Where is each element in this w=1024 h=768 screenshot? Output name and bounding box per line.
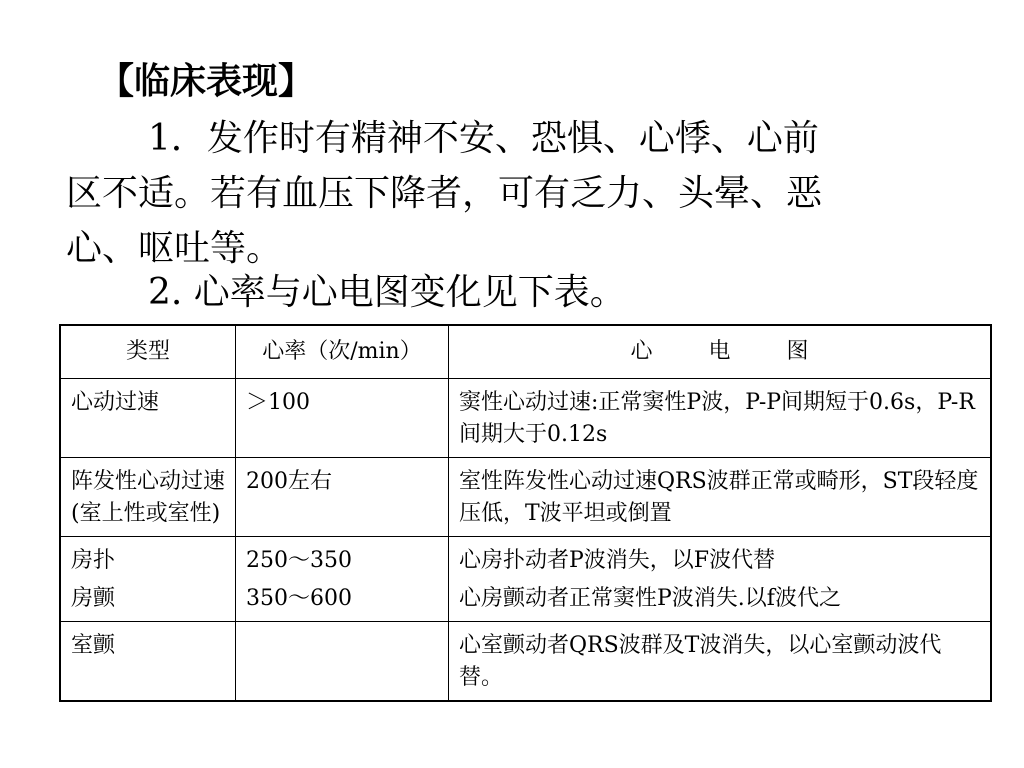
- section-heading: 【临床表现】: [98, 61, 315, 102]
- cell-line: 350～600: [246, 586, 352, 611]
- paragraph-line: 心、呕吐等。: [66, 228, 283, 269]
- paragraph-clinical-symptoms: [66, 111, 966, 276]
- cell-rate: [236, 537, 449, 622]
- cell-ecg: 室性阵发性心动过速QRS波群正常或畸形，ST段轻度压低，T波平坦或倒置: [449, 458, 992, 537]
- cell-line: 心房颤动者正常窦性P波消失.以f波代之: [459, 586, 841, 611]
- cell-type: 室颤: [60, 622, 236, 702]
- cell-line: 心房扑动者P波消失，以F波代替: [459, 548, 776, 573]
- cell-line: 250～350: [246, 548, 352, 573]
- cell-ecg: 窦性心动过速:正常窦性P波，P-P间期短于0.6s，P-R间期大于0.12s: [449, 379, 992, 458]
- paragraph-line: 区不适。若有血压下降者，可有乏力、头晕、恶: [66, 173, 823, 214]
- header-ecg: [449, 325, 992, 379]
- header-heart-rate: 心率（次/min）: [236, 325, 449, 379]
- cell-ecg: 心室颤动者QRS波群及T波消失，以心室颤动波代替。: [449, 622, 992, 702]
- cell-rate: 200左右: [236, 458, 449, 537]
- header-ecg-char: 心: [630, 339, 653, 364]
- header-ecg-char: 电: [708, 339, 731, 364]
- header-ecg-char: 图: [786, 339, 809, 364]
- cell-ecg: [449, 537, 992, 622]
- header-type: 类型: [60, 325, 236, 379]
- table-row: [60, 622, 991, 702]
- paragraph-line: 1．发作时有精神不安、恐惧、心悸、心前: [148, 118, 819, 159]
- heart-rate-ecg-table: [59, 324, 992, 702]
- cell-rate: ＞100: [236, 379, 449, 458]
- cell-type: 心动过速: [60, 379, 236, 458]
- cell-rate: [236, 622, 449, 702]
- cell-line: 房扑: [71, 548, 116, 573]
- paragraph-table-intro: [66, 265, 966, 320]
- table-row: [60, 537, 991, 622]
- paragraph-line: 2. 心率与心电图变化见下表。: [148, 272, 626, 313]
- cell-type: [60, 537, 236, 622]
- table-row: [60, 458, 991, 537]
- table-row: [60, 379, 991, 458]
- cell-type: 阵发性心动过速(室上性或室性): [60, 458, 236, 537]
- table-header-row: [60, 325, 991, 379]
- cell-line: 房颤: [71, 586, 116, 611]
